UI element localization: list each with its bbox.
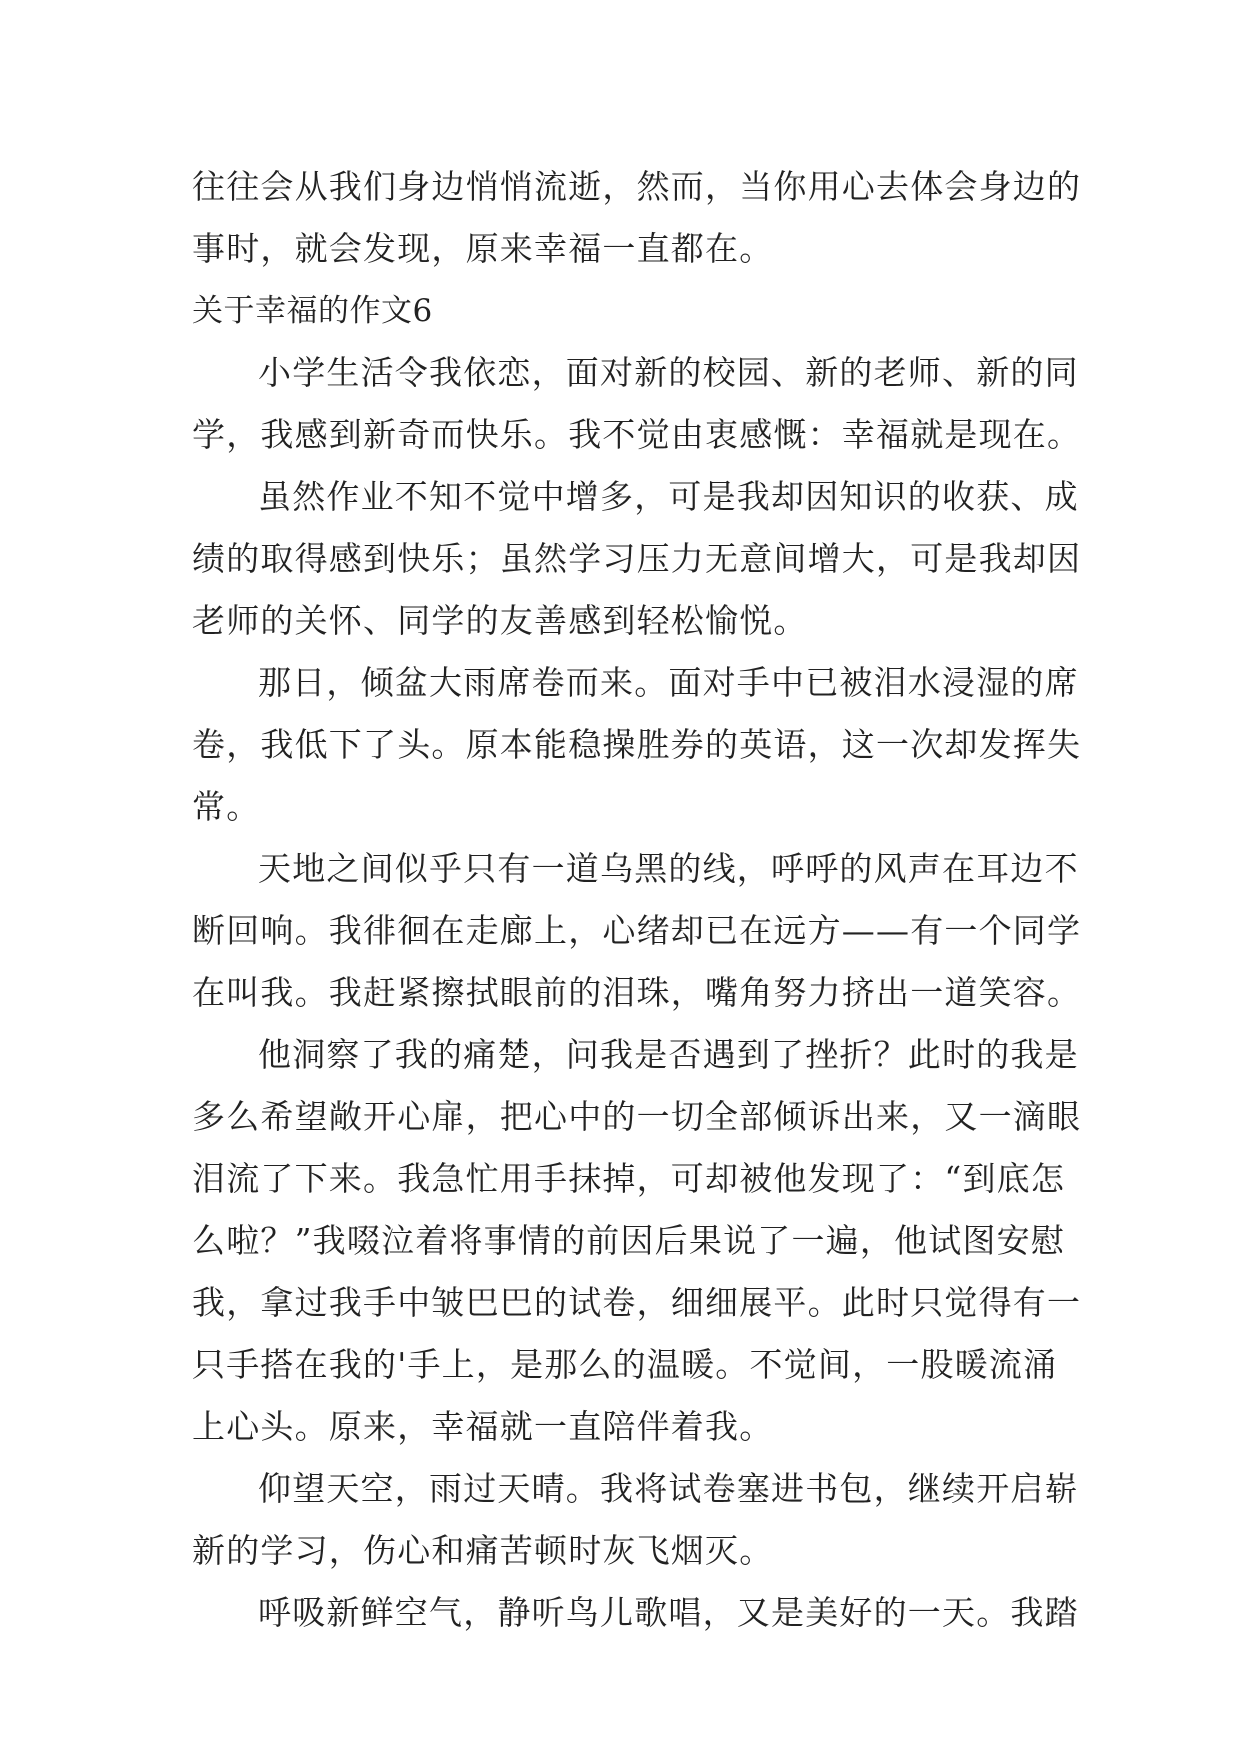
paragraph: [192, 652, 1082, 838]
paragraph: [192, 466, 1082, 652]
text-line: 虽然作业不知不觉中增多，可是我却因知识的收获、成: [258, 477, 1079, 516]
text-line: 天地之间似乎只有一道乌黑的线，呼呼的风声在耳边不: [258, 849, 1079, 888]
text-line: 老师的关怀、同学的友善感到轻松愉悦。: [192, 601, 808, 640]
text-line: 只手搭在我的'手上，是那么的温暖。不觉间，一股暖流涌: [192, 1345, 1058, 1384]
text-line: 在叫我。我赶紧擦拭眼前的泪珠，嘴角努力挤出一道笑容。: [192, 973, 1082, 1012]
paragraph: [192, 1582, 1079, 1644]
text-line: 绩的取得感到快乐；虽然学习压力无意间增大，可是我却因: [192, 539, 1082, 578]
text-line: 呼吸新鲜空气，静听鸟儿歌唱，又是美好的一天。我踏: [258, 1593, 1079, 1632]
text-line: 那日，倾盆大雨席卷而来。面对手中已被泪水浸湿的席: [258, 663, 1079, 702]
text-line: 上心头。原来，幸福就一直陪伴着我。: [192, 1407, 774, 1446]
text-line: 么啦？”我啜泣着将事情的前因后果说了一遍，他试图安慰: [192, 1221, 1066, 1260]
paragraph: [192, 1024, 1082, 1458]
text-line: 往往会从我们身边悄悄流逝，然而，当你用心去体会身边的: [192, 167, 1082, 206]
text-line: 卷，我低下了头。原本能稳操胜券的英语，这一次却发挥失: [192, 725, 1082, 764]
paragraph: [192, 342, 1082, 466]
paragraph: [192, 838, 1082, 1024]
text-line: 泪流了下来。我急忙用手抹掉，可却被他发现了：“到底怎: [192, 1159, 1066, 1198]
paragraph: [192, 1458, 1079, 1582]
heading-text: 关于幸福的作文6: [192, 293, 433, 329]
text-line: 常。: [192, 787, 261, 826]
text-line: 小学生活令我依恋，面对新的校园、新的老师、新的同: [258, 353, 1079, 392]
text-line: 学，我感到新奇而快乐。我不觉由衷感慨：幸福就是现在。: [192, 415, 1082, 454]
text-line: 仰望天空，雨过天晴。我将试卷塞进书包，继续开启崭: [258, 1469, 1079, 1508]
essay-body: [192, 156, 1082, 1644]
text-line: 新的学习，伤心和痛苦顿时灰飞烟灭。: [192, 1531, 774, 1570]
text-line: 事时，就会发现，原来幸福一直都在。: [192, 229, 774, 268]
text-line: 我，拿过我手中皱巴巴的试卷，细细展平。此时只觉得有一: [192, 1283, 1082, 1322]
text-line: 他洞察了我的痛楚，问我是否遇到了挫折？此时的我是: [258, 1035, 1079, 1074]
text-line: 断回响。我徘徊在走廊上，心绪却已在远方——有一个同学: [192, 911, 1082, 950]
continuation-paragraph: [192, 156, 1082, 280]
text-line: 多么希望敞开心扉，把心中的一切全部倾诉出来，又一滴眼: [192, 1097, 1082, 1136]
essay-heading: [192, 280, 1072, 342]
